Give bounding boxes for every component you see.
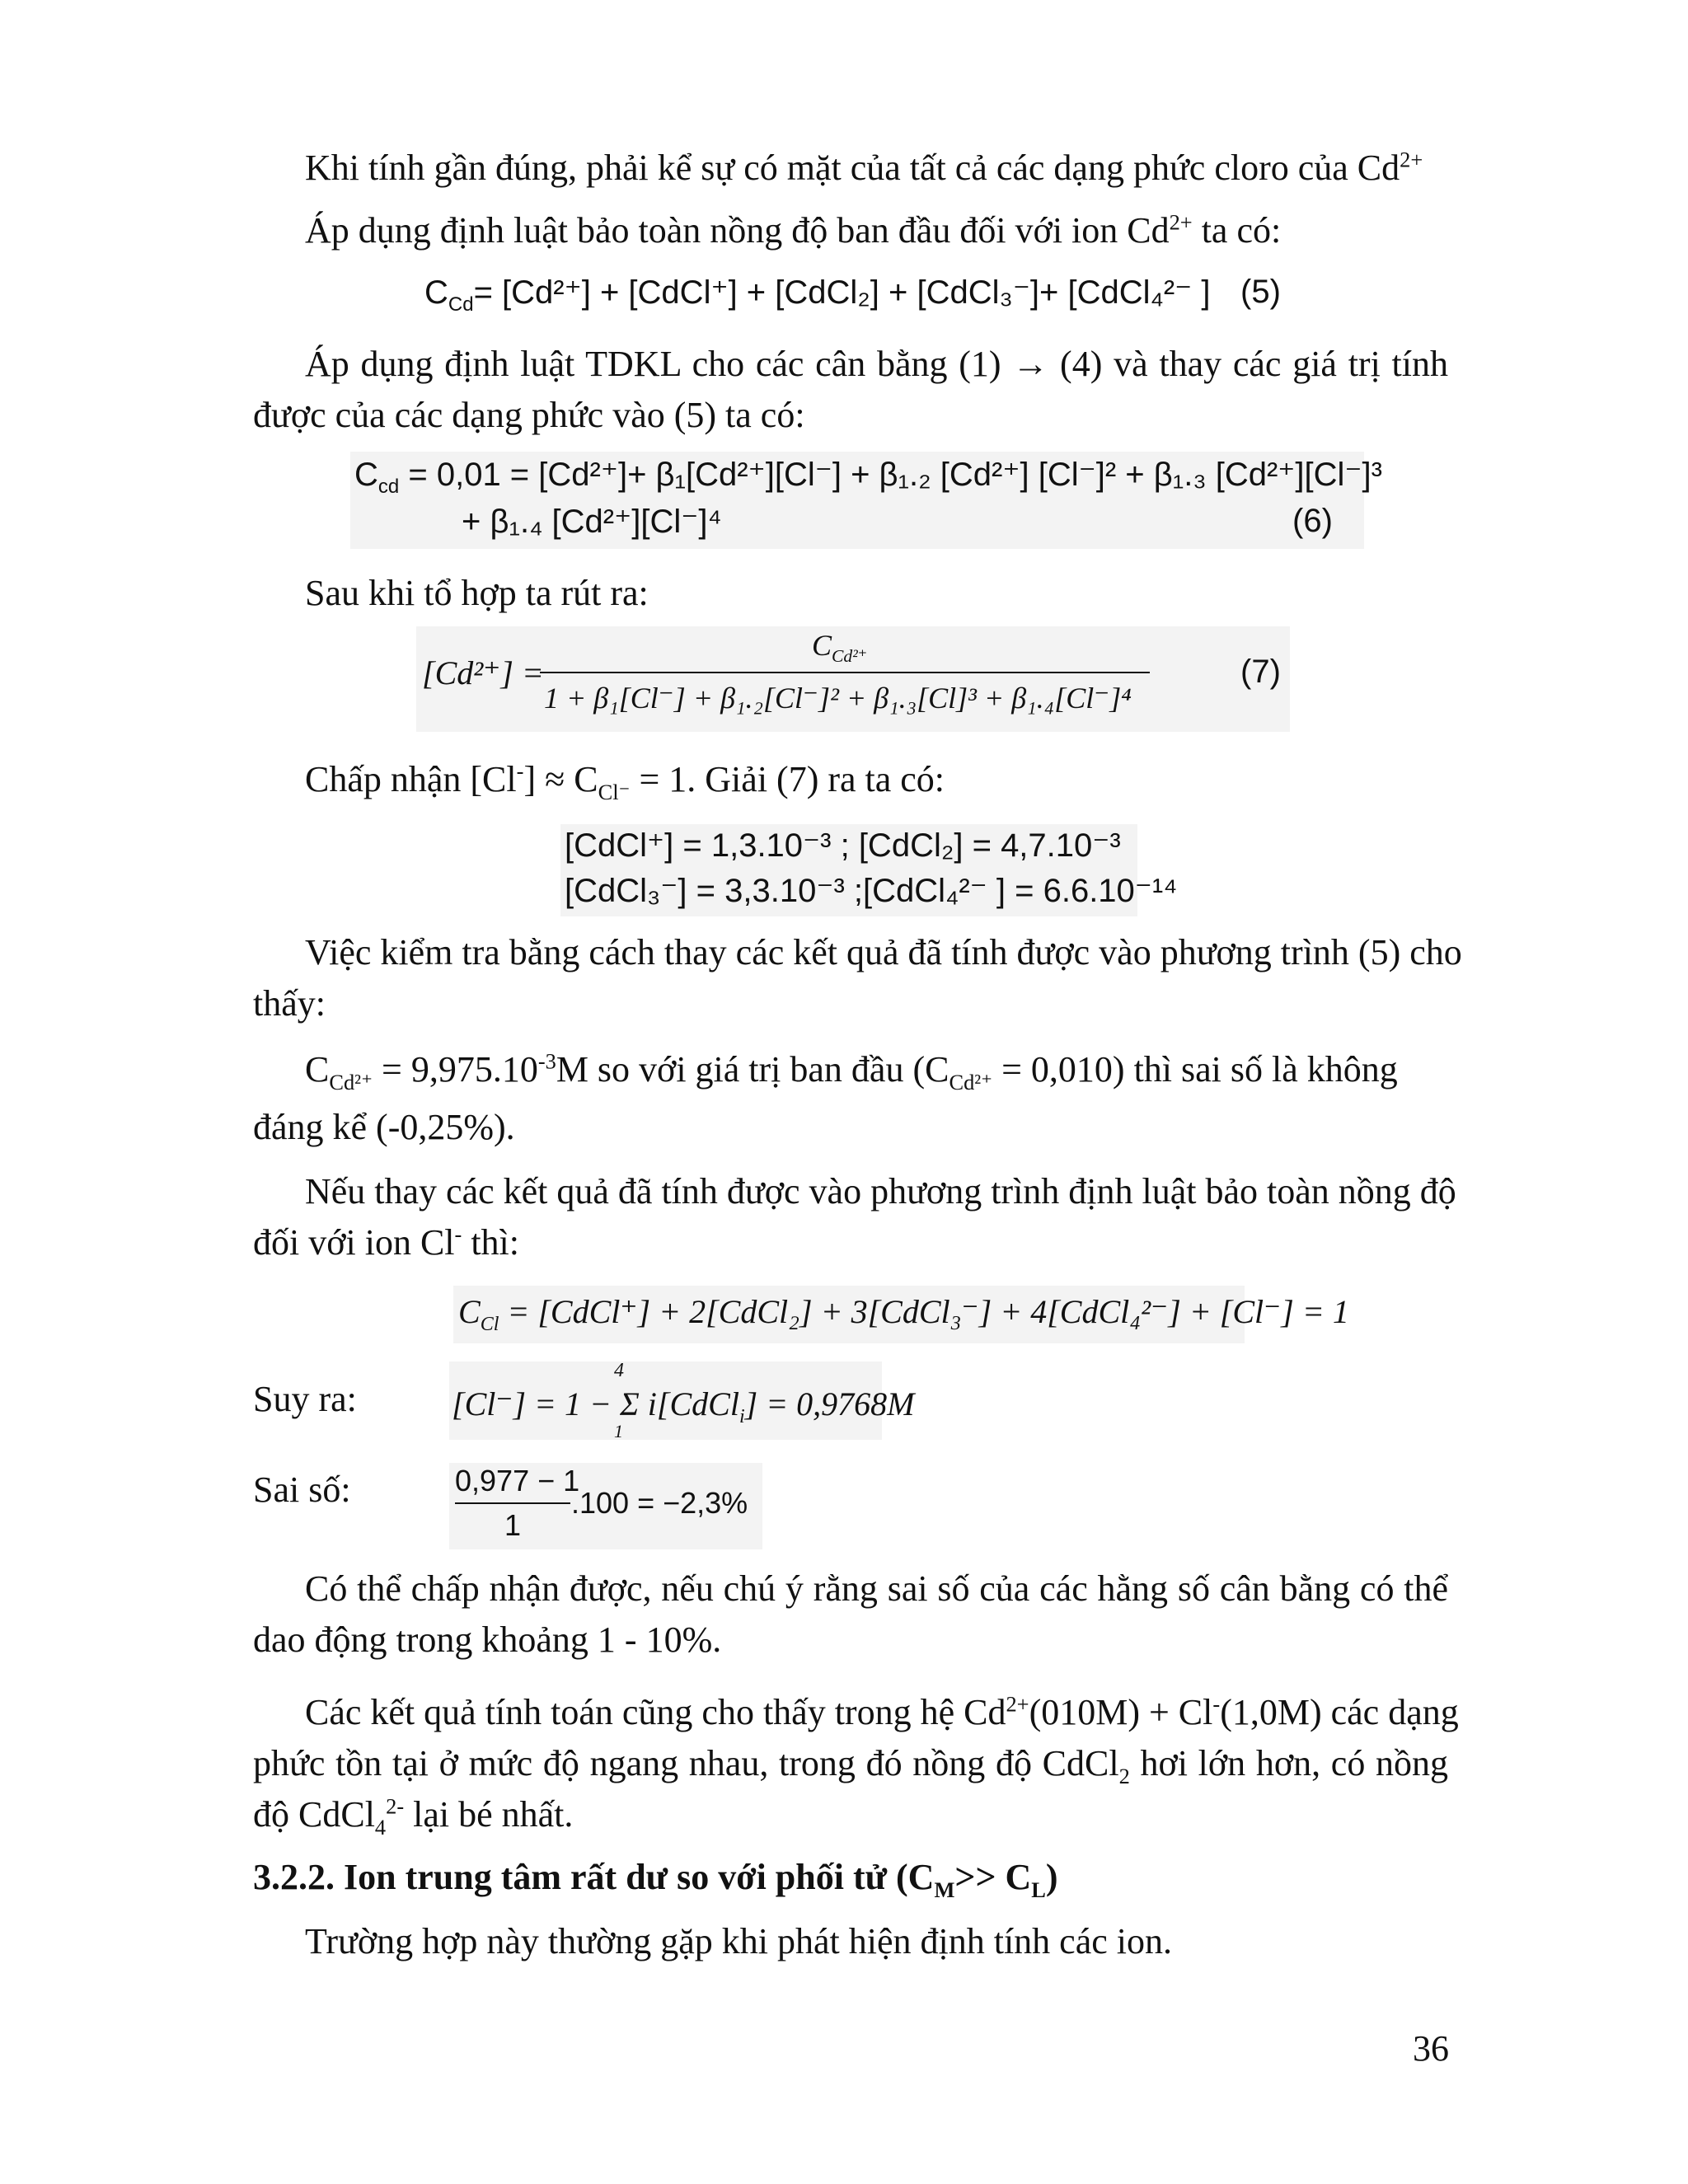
equation-number: (5) [1240,274,1281,310]
equation-6-line1: $C_{cd} = 0,01 = [Cd^{2+}]+ \beta_1[Cd^{2+}][Cl^-] + \beta_1._2$ [Cd²⁺] [Cl⁻]² + β₁.₃ [Cd²⁺][Cl⁻]³ [354,457,1382,498]
paragraph-line: Có thể chấp nhận được, nếu chú ý rằng sai số của các hằng số cân bằng có thể [305,1568,1448,1609]
paragraph-line: Khi tính gần đúng, phải kể sự có mặt của tất cả các dạng phức cloro của $Cd^{2+}$ [305,147,1423,188]
paragraph-line: Nếu thay các kết quả đã tính được vào phương trình định luật bảo toàn nồng độ [305,1171,1456,1212]
paragraph-line: phức tồn tại ở mức độ ngang nhau, trong đó nồng độ CdCl$_2$ hơi lớn hơn, có nồng [253,1743,1449,1788]
paragraph-line: $C_{Cd^{2+}} = 9,975.10^{-3}M$ so với giá trị ban đầu $(C_{Cd^{2+}} = 0,010)$ thì sai số là không [305,1048,1398,1094]
equation-9: [Cl⁻] = 1 − Σ i[CdCl$_i$] = 0,9768M [452,1385,915,1427]
equation-7-lhs: [Cd²⁺] = [422,654,544,691]
section-heading: 3.2.2. Ion trung tâm rất dư so với phối tử $(C_M>> C_L)$ [253,1857,1058,1902]
paragraph-line: Các kết quả tính toán cũng cho thấy trong hệ $Cd^{2+}(010M) + Cl^-(1,0M)$ các dạng [305,1691,1459,1732]
equation-number: (6) [1292,503,1333,539]
label-suy-ra: Suy ra: [253,1379,357,1419]
paragraph-line: đáng kể (-0,25%). [253,1107,515,1147]
paragraph-line: Việc kiểm tra bằng cách thay các kết quả đã tính được vào phương trình (5) cho [305,932,1462,972]
paragraph-line: dao động trong khoảng 1 - 10%. [253,1619,722,1660]
paragraph-line: thấy: [253,983,326,1024]
equation-7-denominator: 1 + β₁[Cl⁻] + β₁.₂[Cl⁻]² + β₁.₃[Cl]³ + β₁.₄[Cl⁻]⁴ [544,682,1132,715]
error-numerator: 0,977 − 1 [455,1464,580,1497]
equation-6-line2: + β₁.₄ [Cd²⁺][Cl⁻]⁴ [462,504,722,540]
error-denominator: 1 [504,1508,522,1542]
label-sai-so: Sai số: [253,1469,351,1510]
equation-7-numerator: $C_{Cd^{2+}}$ [812,629,868,667]
paragraph-line: Áp dụng định luật TDKL cho các cân bằng (1) → (4) và thay các giá trị tính [305,344,1448,384]
equation-5: $C_{Cd}= [Cd^{2+}]$ + [CdCl⁺] + [CdCl₂] + [CdCl₃⁻]+ [CdCl₄²⁻ ] [424,274,1211,316]
equation-8: $C_{Cl}$ = [CdCl⁺] + 2[CdCl₂] + 3[CdCl₃⁻] + 4[CdCl₄²⁻] + [Cl⁻] = 1 [458,1293,1349,1335]
equation-number: (7) [1240,654,1281,690]
paragraph-line: Sau khi tổ hợp ta rút ra: [305,573,649,613]
paragraph-line: được của các dạng phức vào (5) ta có: [253,395,805,435]
paragraph-line: Áp dụng định luật bảo toàn nồng độ ban đầu đối với ion $Cd^{2+}$ ta có: [305,209,1282,251]
paragraph-line: Chấp nhận $[Cl^-] \approx C_{Cl^-} = 1$. Giải (7) ra ta có: [305,758,945,804]
result-line-1: [CdCl⁺] = 1,3.10⁻³ ; [CdCl₂] = 4,7.10⁻³ [565,827,1121,864]
sum-upper-limit: 4 [614,1360,624,1381]
error-result: .100 = −2,3% [571,1486,748,1520]
paragraph-line: Trường hợp này thường gặp khi phát hiện định tính các ion. [305,1921,1172,1961]
fraction-bar [540,672,1150,673]
paragraph-line: đối với ion Cl- thì: [253,1221,519,1263]
sum-lower-limit: 1 [614,1421,623,1441]
result-line-2: [CdCl₃⁻] = 3,3.10⁻³ ;[CdCl₄²⁻ ] = 6.6.10⁻¹⁴ [565,873,1178,909]
page-number: 36 [1413,2028,1449,2069]
fraction-bar [455,1502,570,1504]
paragraph-line: độ CdCl$_4^{2-}$ lại bé nhất. [253,1793,574,1840]
